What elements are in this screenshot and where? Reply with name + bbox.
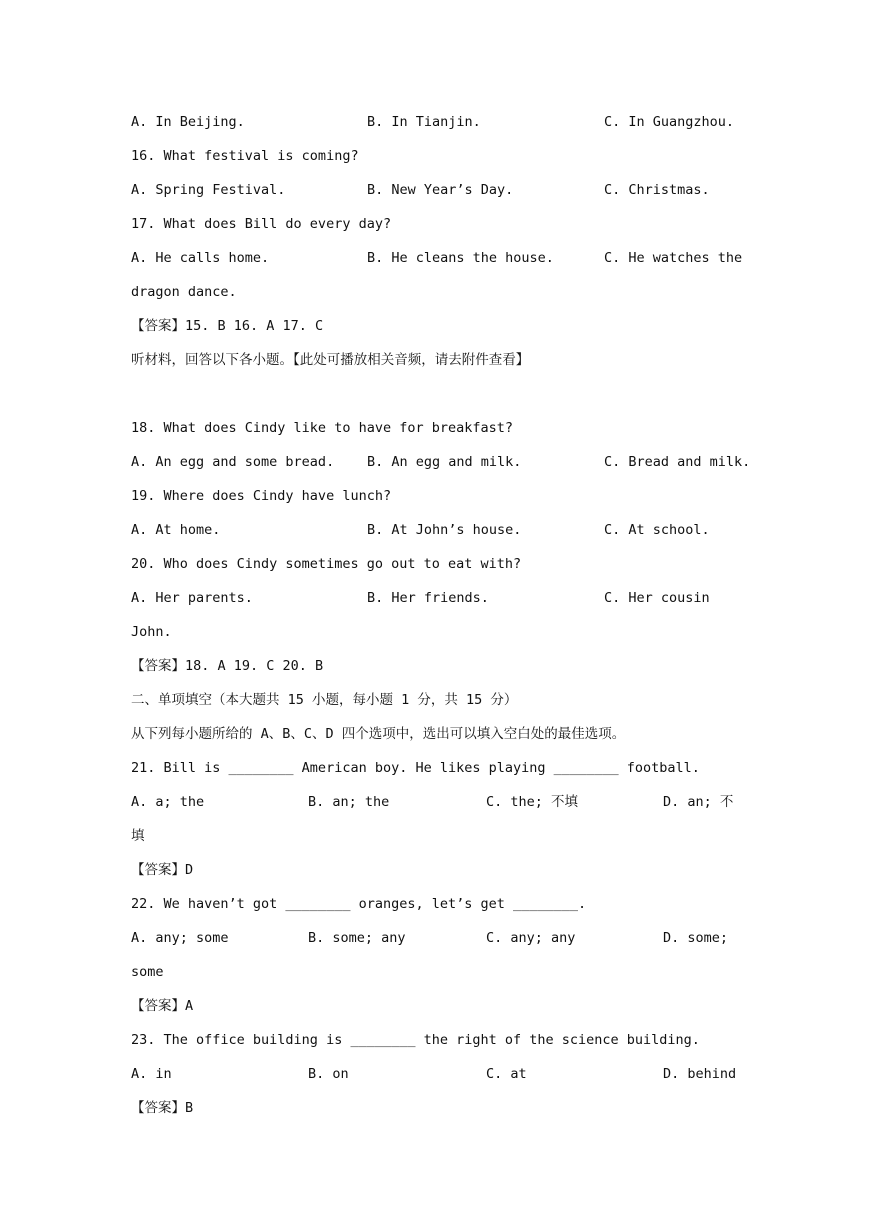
q18-option-b: B. An egg and milk. — [367, 454, 522, 470]
q20-question: 20. Who does Cindy sometimes go out to eat with? — [131, 556, 522, 572]
q16-option-c: C. Christmas. — [604, 182, 710, 198]
q21-options — [131, 792, 741, 826]
q17-continuation: dragon dance. — [131, 284, 237, 300]
section2-instruction: 从下列每小题所给的 A、B、C、D 四个选项中，选出可以填入空白处的最佳选项。 — [131, 726, 626, 742]
document-page — [131, 112, 751, 1132]
q18-options — [131, 452, 751, 486]
q17-option-c: C. He watches the — [604, 250, 743, 266]
q21-option-c: C. the; 不填 — [486, 794, 579, 810]
q17-options — [131, 248, 741, 282]
q17-option-a: A. He calls home. — [131, 250, 270, 266]
q22-option-a: A. any; some — [131, 930, 229, 946]
q19-option-c: C. At school. — [604, 522, 710, 538]
q15-option-b: B. In Tianjin. — [367, 114, 481, 130]
q20-option-a: A. Her parents. — [131, 590, 253, 606]
q17-question: 17. What does Bill do every day? — [131, 216, 392, 232]
q15-options — [131, 112, 741, 146]
q21-option-b: B. an; the — [308, 794, 390, 810]
q21-option-d: D. an; 不 — [663, 794, 734, 810]
q22-question: 22. We haven’t got ________ oranges, let’s get ________. — [131, 896, 587, 912]
q22-continuation: some — [131, 964, 164, 980]
q23-answer: 【答案】B — [131, 1100, 194, 1116]
q23-option-a: A. in — [131, 1066, 172, 1082]
q20-continuation: John. — [131, 624, 172, 640]
q19-options — [131, 520, 741, 554]
q15-option-a: A. In Beijing. — [131, 114, 245, 130]
q19-question: 19. Where does Cindy have lunch? — [131, 488, 392, 504]
q22-option-b: B. some; any — [308, 930, 406, 946]
section2-title: 二、单项填空（本大题共 15 小题，每小题 1 分，共 15 分） — [131, 692, 518, 708]
listening-instruction: 听材料，回答以下各小题。【此处可播放相关音频，请去附件查看】 — [131, 352, 530, 368]
q22-option-c: C. any; any — [486, 930, 576, 946]
q21-answer: 【答案】D — [131, 862, 194, 878]
q19-option-b: B. At John’s house. — [367, 522, 522, 538]
q23-question: 23. The office building is ________ the right of the science building. — [131, 1032, 700, 1048]
q16-question: 16. What festival is coming? — [131, 148, 359, 164]
q23-option-d: D. behind — [663, 1066, 737, 1082]
q23-option-b: B. on — [308, 1066, 349, 1082]
q23-option-c: C. at — [486, 1066, 527, 1082]
q23-options — [131, 1064, 741, 1098]
q17-option-b: B. He cleans the house. — [367, 250, 554, 266]
q20-option-b: B. Her friends. — [367, 590, 489, 606]
q15-option-c: C. In Guangzhou. — [604, 114, 735, 130]
q20-options — [131, 588, 741, 622]
q21-continuation: 填 — [131, 828, 145, 844]
answer-15-17: 【答案】15. B 16. A 17. C — [131, 318, 324, 334]
q18-option-c: C. Bread and milk. — [604, 454, 751, 470]
q21-option-a: A. a; the — [131, 794, 205, 810]
q18-question: 18. What does Cindy like to have for breakfast? — [131, 420, 514, 436]
q16-option-b: B. New Year’s Day. — [367, 182, 514, 198]
q22-option-d: D. some; — [663, 930, 729, 946]
q16-options — [131, 180, 741, 214]
q20-option-c: C. Her cousin — [604, 590, 710, 606]
q21-question: 21. Bill is ________ American boy. He likes playing ________ football. — [131, 760, 700, 776]
q22-options — [131, 928, 741, 962]
q16-option-a: A. Spring Festival. — [131, 182, 286, 198]
answer-18-20: 【答案】18. A 19. C 20. B — [131, 658, 324, 674]
q18-option-a: A. An egg and some bread. — [131, 454, 335, 470]
q19-option-a: A. At home. — [131, 522, 221, 538]
q22-answer: 【答案】A — [131, 998, 194, 1014]
